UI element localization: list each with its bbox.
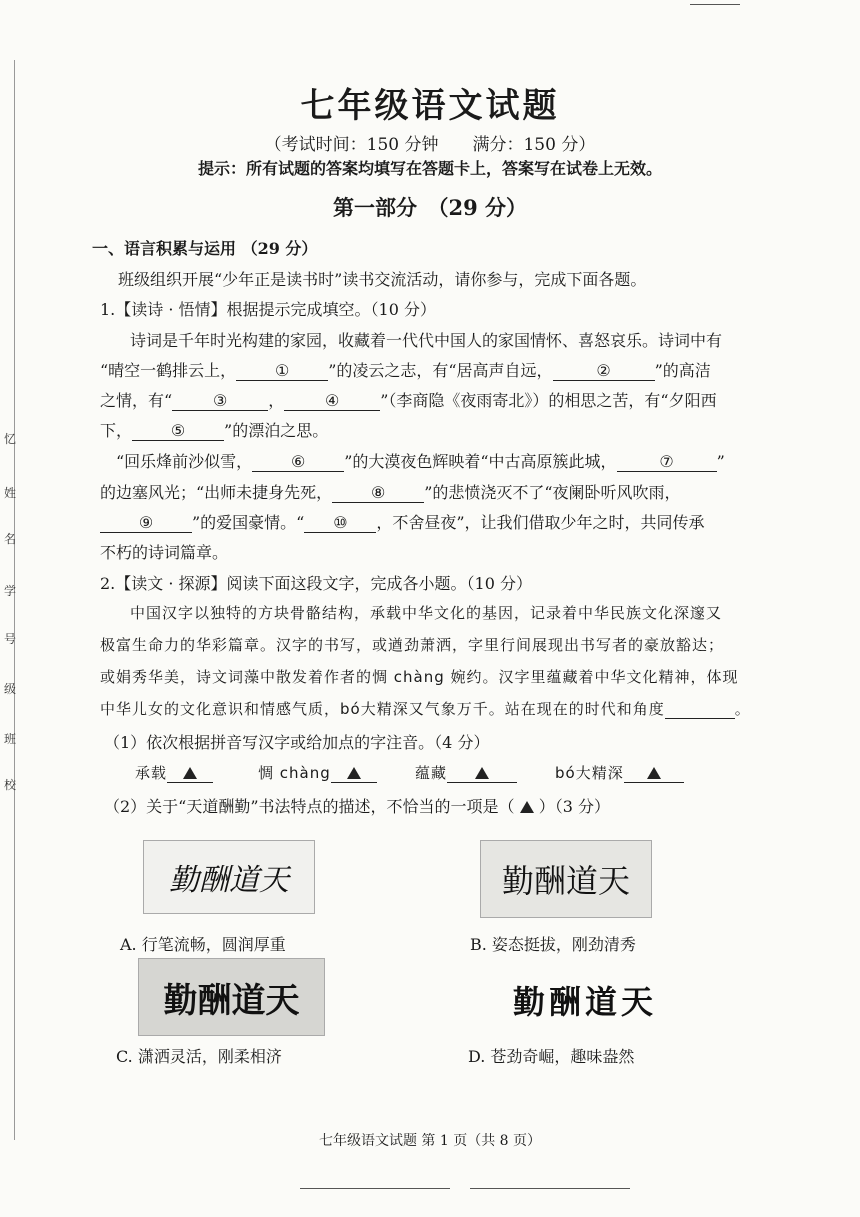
- q1-line: 不朽的诗词篇章。: [100, 543, 229, 562]
- answer-blank: ⑧: [332, 483, 424, 503]
- answer-blank: ①: [236, 361, 328, 381]
- passage-line: 极富生命力的华彩篇章。汉字的书写，或遒劲萧洒，字里行间展现出书写者的豪放豁达；: [100, 636, 725, 654]
- q1-line: “回乐烽前沙似雪， ⑥ ”的大漠夜色辉映着“中古高原簇此城， ⑦ ”: [116, 452, 725, 471]
- answer-blank: ③: [172, 391, 268, 411]
- q2-heading: 2.【读文 · 探源】阅读下面这段文字，完成各小题。（10 分）: [100, 574, 532, 593]
- bottom-rule: [300, 1188, 450, 1189]
- page-footer: 七年级语文试题 第 1 页（共 8 页）: [318, 1133, 542, 1149]
- triangle-icon: [475, 767, 489, 779]
- answer-blank: ②: [553, 361, 655, 381]
- exam-tip: 提示：所有试题的答案均填写在答题卡上，答案写在试卷上无效。: [197, 159, 662, 178]
- answer-blank: ⑨: [100, 513, 192, 533]
- margin-label: 名: [4, 532, 17, 546]
- passage-line: 中华儿女的文化意识和情感气质，bó大精深又气象万千。站在现在的时代和角度 。: [100, 700, 751, 718]
- q1-heading: 1.【读诗 · 悟情】根据提示完成填空。（10 分）: [100, 300, 436, 319]
- part-heading: 第一部分 （29 分）: [332, 195, 528, 220]
- pinyin-option: 蕴藏: [415, 762, 517, 783]
- triangle-icon: [183, 767, 197, 779]
- pinyin-option: 惆 chàng: [258, 762, 377, 783]
- margin-label: 姓: [4, 486, 17, 500]
- option-b: B. 姿态挺拔，刚劲清秀: [470, 935, 636, 954]
- passage-line: 中国汉字以独特的方块骨骼结构，承载中华文化的基因，记录着中华民族文化深邃又: [130, 604, 723, 622]
- triangle-icon: [520, 801, 534, 813]
- answer-blank: [624, 764, 684, 783]
- calligraphy-sample-d: 勤酬道天: [512, 983, 657, 1021]
- calligraphy-sample-b: 勤酬道天: [480, 840, 652, 918]
- subquestion-1: （1）依次根据拼音写汉字或给加点的字注音。（4 分）: [104, 733, 490, 752]
- scan-mark: [690, 4, 740, 5]
- answer-blank: [331, 764, 377, 783]
- subquestion-2: （2）关于“天道酬勤”书法特点的描述，不恰当的一项是（ ）（3 分）: [104, 797, 611, 816]
- triangle-icon: [347, 767, 361, 779]
- exam-info: （考试时间：150 分钟 满分：150 分）: [264, 135, 596, 155]
- binding-line: [14, 60, 15, 1140]
- page-title: 七年级语文试题: [300, 86, 560, 126]
- margin-label: 忆: [4, 432, 17, 446]
- calligraphy-sample-a: 勤酬道天: [143, 840, 315, 914]
- answer-blank: [167, 764, 213, 783]
- pinyin-option: bó大精深: [555, 762, 684, 783]
- passage-line: 或娟秀华美，诗文词藻中散发着作者的惆 chàng 婉约。汉字里蕴藏着中华文化精神，体现: [100, 668, 739, 686]
- answer-blank: [447, 764, 517, 783]
- answer-blank: [665, 700, 735, 719]
- answer-blank: ④: [284, 391, 380, 411]
- answer-blank: ⑦: [617, 452, 717, 472]
- margin-label: 学: [4, 584, 17, 598]
- answer-blank: ⑩: [304, 513, 376, 533]
- q1-line: 的边塞风光；“出师未捷身先死， ⑧ ”的悲愤浇灭不了“夜阑卧听风吹雨，: [100, 483, 681, 502]
- margin-label: 级: [4, 682, 17, 696]
- answer-blank: ⑤: [132, 421, 224, 441]
- section-heading: 一、语言积累与运用 （29 分）: [92, 239, 318, 258]
- option-a: A. 行笔流畅，圆润厚重: [120, 935, 286, 954]
- margin-label: 号: [4, 632, 17, 646]
- calligraphy-sample-c: 勤酬道天: [138, 958, 325, 1036]
- option-d: D. 苍劲奇崛，趣味盎然: [468, 1047, 635, 1066]
- q1-line: 之情，有“ ③ ， ④ ”（李商隐《夜雨寄北》）的相思之苦，有“夕阳西: [100, 391, 717, 410]
- q1-line: 下， ⑤ ”的漂泊之思。: [100, 421, 329, 440]
- answer-blank: ⑥: [252, 452, 344, 472]
- pinyin-option: 承载: [135, 762, 213, 783]
- margin-label: 班: [4, 732, 17, 746]
- margin-label: 校: [4, 778, 17, 792]
- q1-line: “晴空一鹤排云上， ① ”的凌云之志，有“居高声自远， ② ”的高洁: [100, 361, 711, 380]
- bottom-rule: [470, 1188, 630, 1189]
- triangle-icon: [647, 767, 661, 779]
- intro-text: 班级组织开展“少年正是读书时”读书交流活动，请你参与，完成下面各题。: [118, 270, 647, 289]
- q1-line: 诗词是千年时光构建的家园，收藏着一代代中国人的家国情怀、喜怒哀乐。诗词中有: [130, 331, 723, 350]
- option-c: C. 潇洒灵活，刚柔相济: [116, 1047, 282, 1066]
- q1-line: ⑨ ”的爱国豪情。“ ⑩ ，不舍昼夜”，让我们借取少年之时，共同传承: [100, 510, 705, 533]
